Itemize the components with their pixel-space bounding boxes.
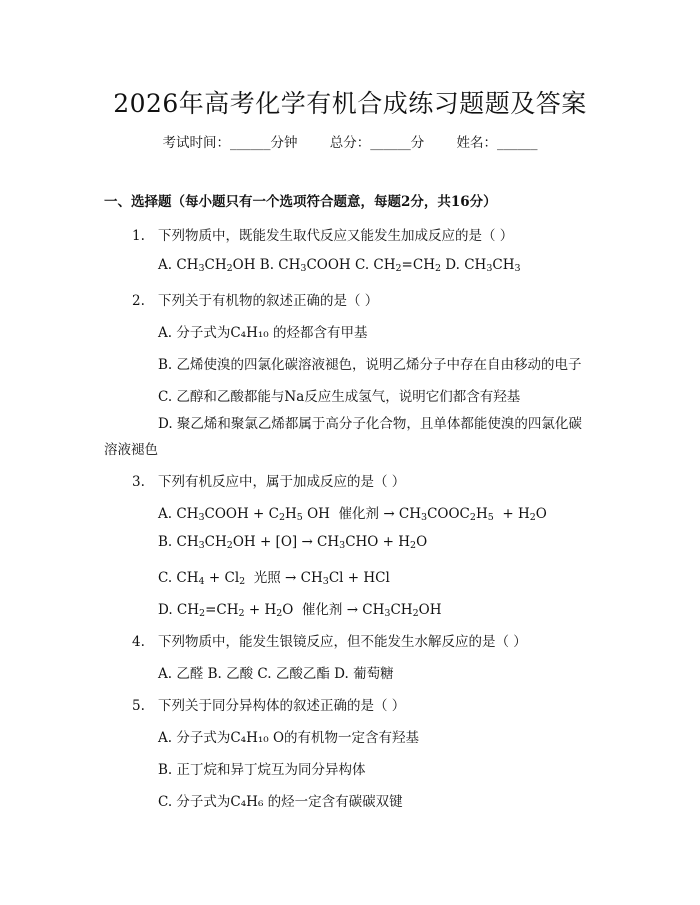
question-3 <box>132 470 405 490</box>
question-2-option-b: B. 乙烯使溴的四氯化碳溶液褪色，说明乙烯分子中存在自由移动的电子 <box>158 357 582 373</box>
question-number: 3. <box>132 474 145 490</box>
question-number: 2. <box>132 293 145 309</box>
exam-meta <box>0 131 700 151</box>
page-title: 2026年高考化学有机合成练习题题及答案 <box>113 89 587 118</box>
question-2-option-a: A. 分子式为C₄H₁₀ 的烃都含有甲基 <box>158 325 368 341</box>
question-5 <box>132 694 405 714</box>
question-4 <box>132 630 527 650</box>
question-3-option-a: A. $CH_3COOH + C_2H_5$ OH 催化剂 → $CH_3COOC_2H_5 + H_2O$ <box>158 506 547 523</box>
question-5-option-b: B. 正丁烷和异丁烷互为同分异构体 <box>158 762 366 778</box>
question-5-option-a: A. 分子式为C₄H₁₀ O的有机物一定含有羟基 <box>158 730 420 746</box>
student-name: 姓名：______ <box>456 135 538 151</box>
question-stem: 下列物质中，既能发生取代反应又能发生加成反应的是（ ） <box>158 228 514 244</box>
exam-score: 总分：______分 <box>329 135 425 151</box>
question-2-option-d: D. 聚乙烯和聚氯乙烯都属于高分子化合物，且单体都能使溴的四氯化碳溶液褪色 <box>104 416 582 458</box>
question-1 <box>132 224 513 244</box>
question-3-option-c: C. $CH_4 + Cl_2$ 光照 → $CH_3Cl$ + HCl <box>158 570 390 587</box>
question-4-options: A. 乙醛 B. 乙酸 C. 乙酸乙酯 D. 葡萄糖 <box>158 666 394 682</box>
question-number: 5. <box>132 698 145 714</box>
question-number: 4. <box>132 634 145 650</box>
section-heading: 一、选择题（每小题只有一个选项符合题意，每题2分，共16分） <box>104 194 497 210</box>
question-1-options: A. $CH_3CH_2OH$ B. $CH_3COOH$ C. $CH_2=CH_2$ D. $CH_3CH_3$ <box>158 257 521 274</box>
question-3-option-b: B. $CH_3CH_2OH + [O] \to CH_3CHO + H_2O$ <box>158 534 428 551</box>
question-2 <box>132 289 378 309</box>
question-number: 1. <box>132 228 145 244</box>
question-stem: 下列有机反应中，属于加成反应的是（ ） <box>158 474 406 490</box>
question-5-option-c: C. 分子式为C₄H₆ 的烃一定含有碳碳双键 <box>158 794 403 810</box>
question-stem: 下列关于同分异构体的叙述正确的是（ ） <box>158 698 406 714</box>
question-2-option-c: C. 乙醇和乙酸都能与Na反应生成氢气，说明它们都含有羟基 <box>158 389 521 405</box>
question-3-option-d: D. $CH_2=CH_2 + H_2O$ 催化剂 → $CH_3CH_2OH$ <box>158 602 442 619</box>
exam-time: 考试时间：______分钟 <box>162 135 298 151</box>
question-stem: 下列关于有机物的叙述正确的是（ ） <box>158 293 379 309</box>
question-stem: 下列物质中，能发生银镜反应，但不能发生水解反应的是（ ） <box>158 634 527 650</box>
